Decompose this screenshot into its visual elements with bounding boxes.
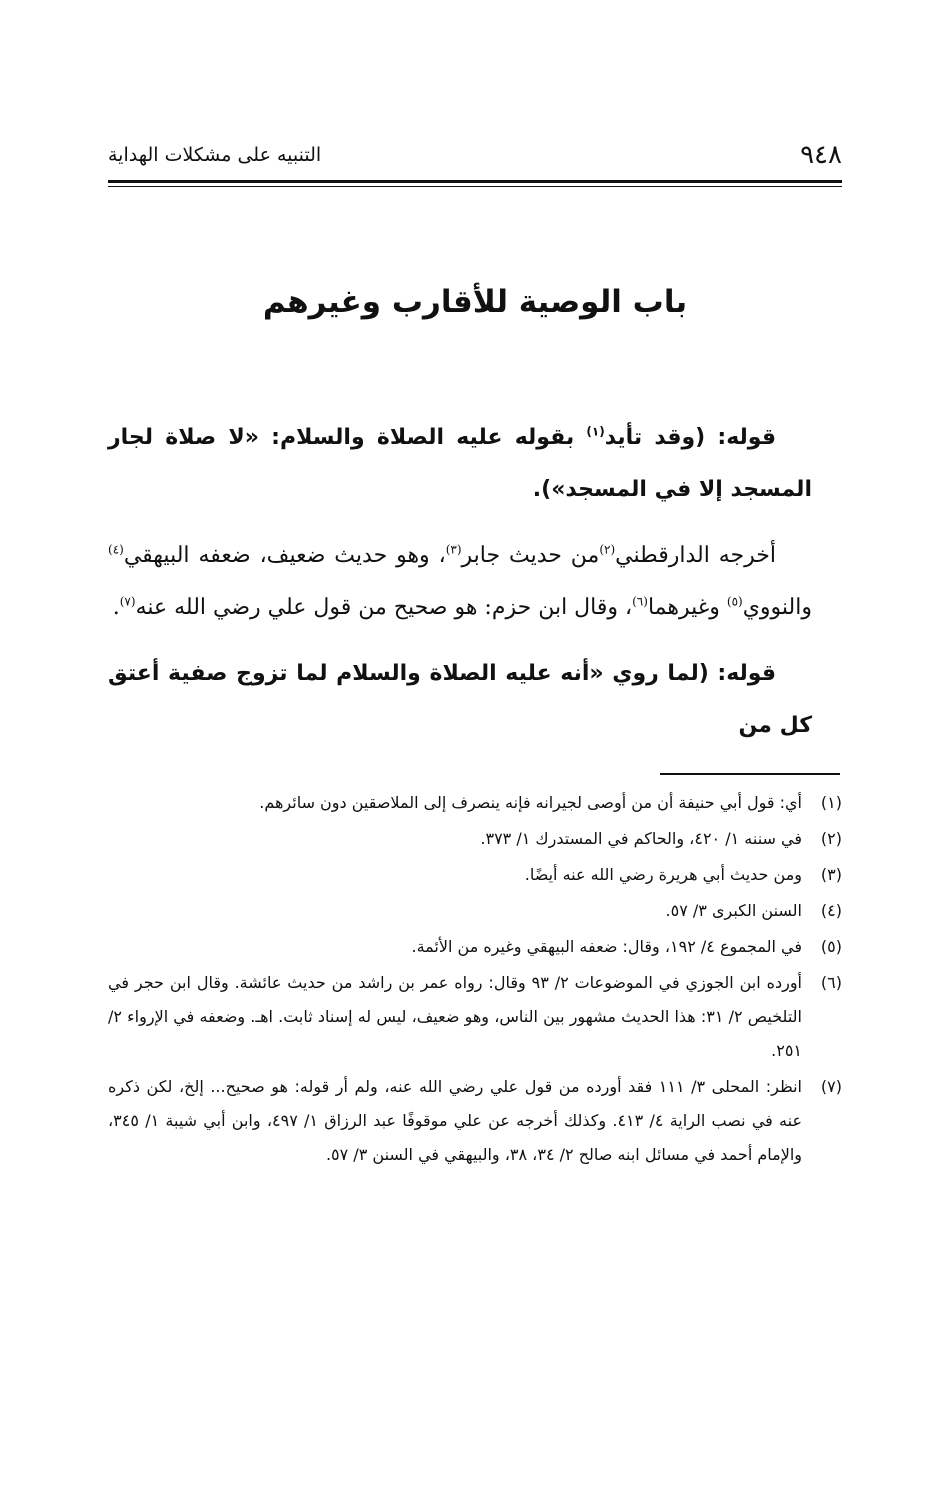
p2-text-e: وغيرهما (647, 595, 727, 620)
p2-text-g: . (112, 595, 120, 620)
p1-text-b: بقوله عليه الصلاة والسلام: «لا صلاة لجار المسجد إلا في المسجد»). (108, 425, 812, 502)
footnote-1 (108, 786, 842, 820)
footnote-ref-3: (٣) (445, 542, 462, 557)
footnote-number: (٣) (820, 865, 842, 884)
paragraph-quote-1 (108, 412, 812, 516)
chapter-title: باب الوصية للأقارب وغيرهم (262, 284, 688, 320)
paragraph-commentary (108, 530, 812, 634)
footnote-ref-4: (٤) (108, 542, 124, 557)
header-rule-thin (108, 186, 842, 187)
main-text (108, 412, 812, 766)
footnote-ref-1: (١) (586, 424, 605, 439)
p2-text-b: من حديث جابر (461, 543, 600, 568)
p1-text-a: قوله: (وقد تأيد (604, 425, 776, 450)
paragraph-quote-2 (108, 648, 812, 752)
footnote-3 (108, 858, 842, 892)
footnote-text: في سننه ١/ ٤٢٠، والحاكم في المستدرك ١/ ٣٧٣. (480, 829, 802, 848)
footnote-text: أورده ابن الجوزي في الموضوعات ٢/ ٩٣ وقال: رواه عمر بن راشد من حديث عائشة. وقال ابن حجر في التلخيص ٢/ ٣١: هذا الحديث مشهور بين الناس، وهو ضعيف، ليس له إسناد ثابت. اهـ. وضعفه في الإرواء ٢/ ٢٥١. (108, 973, 803, 1060)
footnote-ref-5: (٥) (726, 594, 743, 609)
footnote-text: ومن حديث أبي هريرة رضي الله عنه أيضًا. (524, 865, 802, 884)
p2-text-c: ، وهو حديث ضعيف، ضعفه البيهقي (123, 543, 446, 568)
footnote-ref-7: (٧) (119, 594, 136, 609)
footnote-text: انظر: المحلى ٣/ ١١١ فقد أورده من قول علي رضي الله عنه، ولم أر قوله: هو صحيح... إلخ، لكن ذكره عنه في نصب الراية ٤/ ٤١٣. وكذلك أخرجه عن علي موقوفًا عبد الرزاق ١/ ٤٩٧، وابن أبي شيبة ١/ ٣٤٥، والإمام أحمد في مسائل ابنه صالح ٢/ ٣٤، ٣٨، والبيهقي في السنن ٣/ ٥٧. (108, 1077, 803, 1164)
page-number: ٩٤٨ (800, 140, 842, 170)
footnote-5 (108, 930, 842, 964)
footnote-number: (١) (820, 793, 842, 812)
p2-text-d: والنووي (742, 595, 812, 620)
footnote-separator (660, 773, 840, 775)
footnote-number: (٢) (820, 829, 842, 848)
footnote-7 (108, 1070, 842, 1172)
footnote-text: أي: قول أبي حنيفة أن من أوصى لجيرانه فإنه ينصرف إلى الملاصقين دون سائرهم. (259, 793, 802, 812)
page-header (108, 140, 842, 180)
footnote-text: في المجموع ٤/ ١٩٢، وقال: ضعفه البيهقي وغيره من الأئمة. (411, 937, 802, 956)
footnote-ref-2: (٢) (599, 542, 616, 557)
footnote-number: (٦) (820, 973, 842, 992)
footnote-ref-6: (٦) (632, 594, 648, 609)
p2-text-a: أخرجه الدارقطني (615, 543, 776, 568)
header-rule-thick (108, 180, 842, 183)
footnote-2 (108, 822, 842, 856)
footnote-number: (٧) (820, 1077, 842, 1096)
footnote-4 (108, 894, 842, 928)
footnotes (108, 786, 842, 1174)
footnote-6 (108, 966, 842, 1068)
footnote-number: (٤) (820, 901, 842, 920)
p3-text: قوله: (لما روي «أنه عليه الصلاة والسلام لما تزوج صفية أعتق كل من (108, 661, 812, 738)
footnote-number: (٥) (820, 937, 842, 956)
book-title: التنبيه على مشكلات الهداية (108, 144, 322, 166)
p2-text-f: ، وقال ابن حزم: هو صحيح من قول علي رضي الله عنه (135, 595, 633, 620)
footnote-text: السنن الكبرى ٣/ ٥٧. (665, 901, 802, 920)
